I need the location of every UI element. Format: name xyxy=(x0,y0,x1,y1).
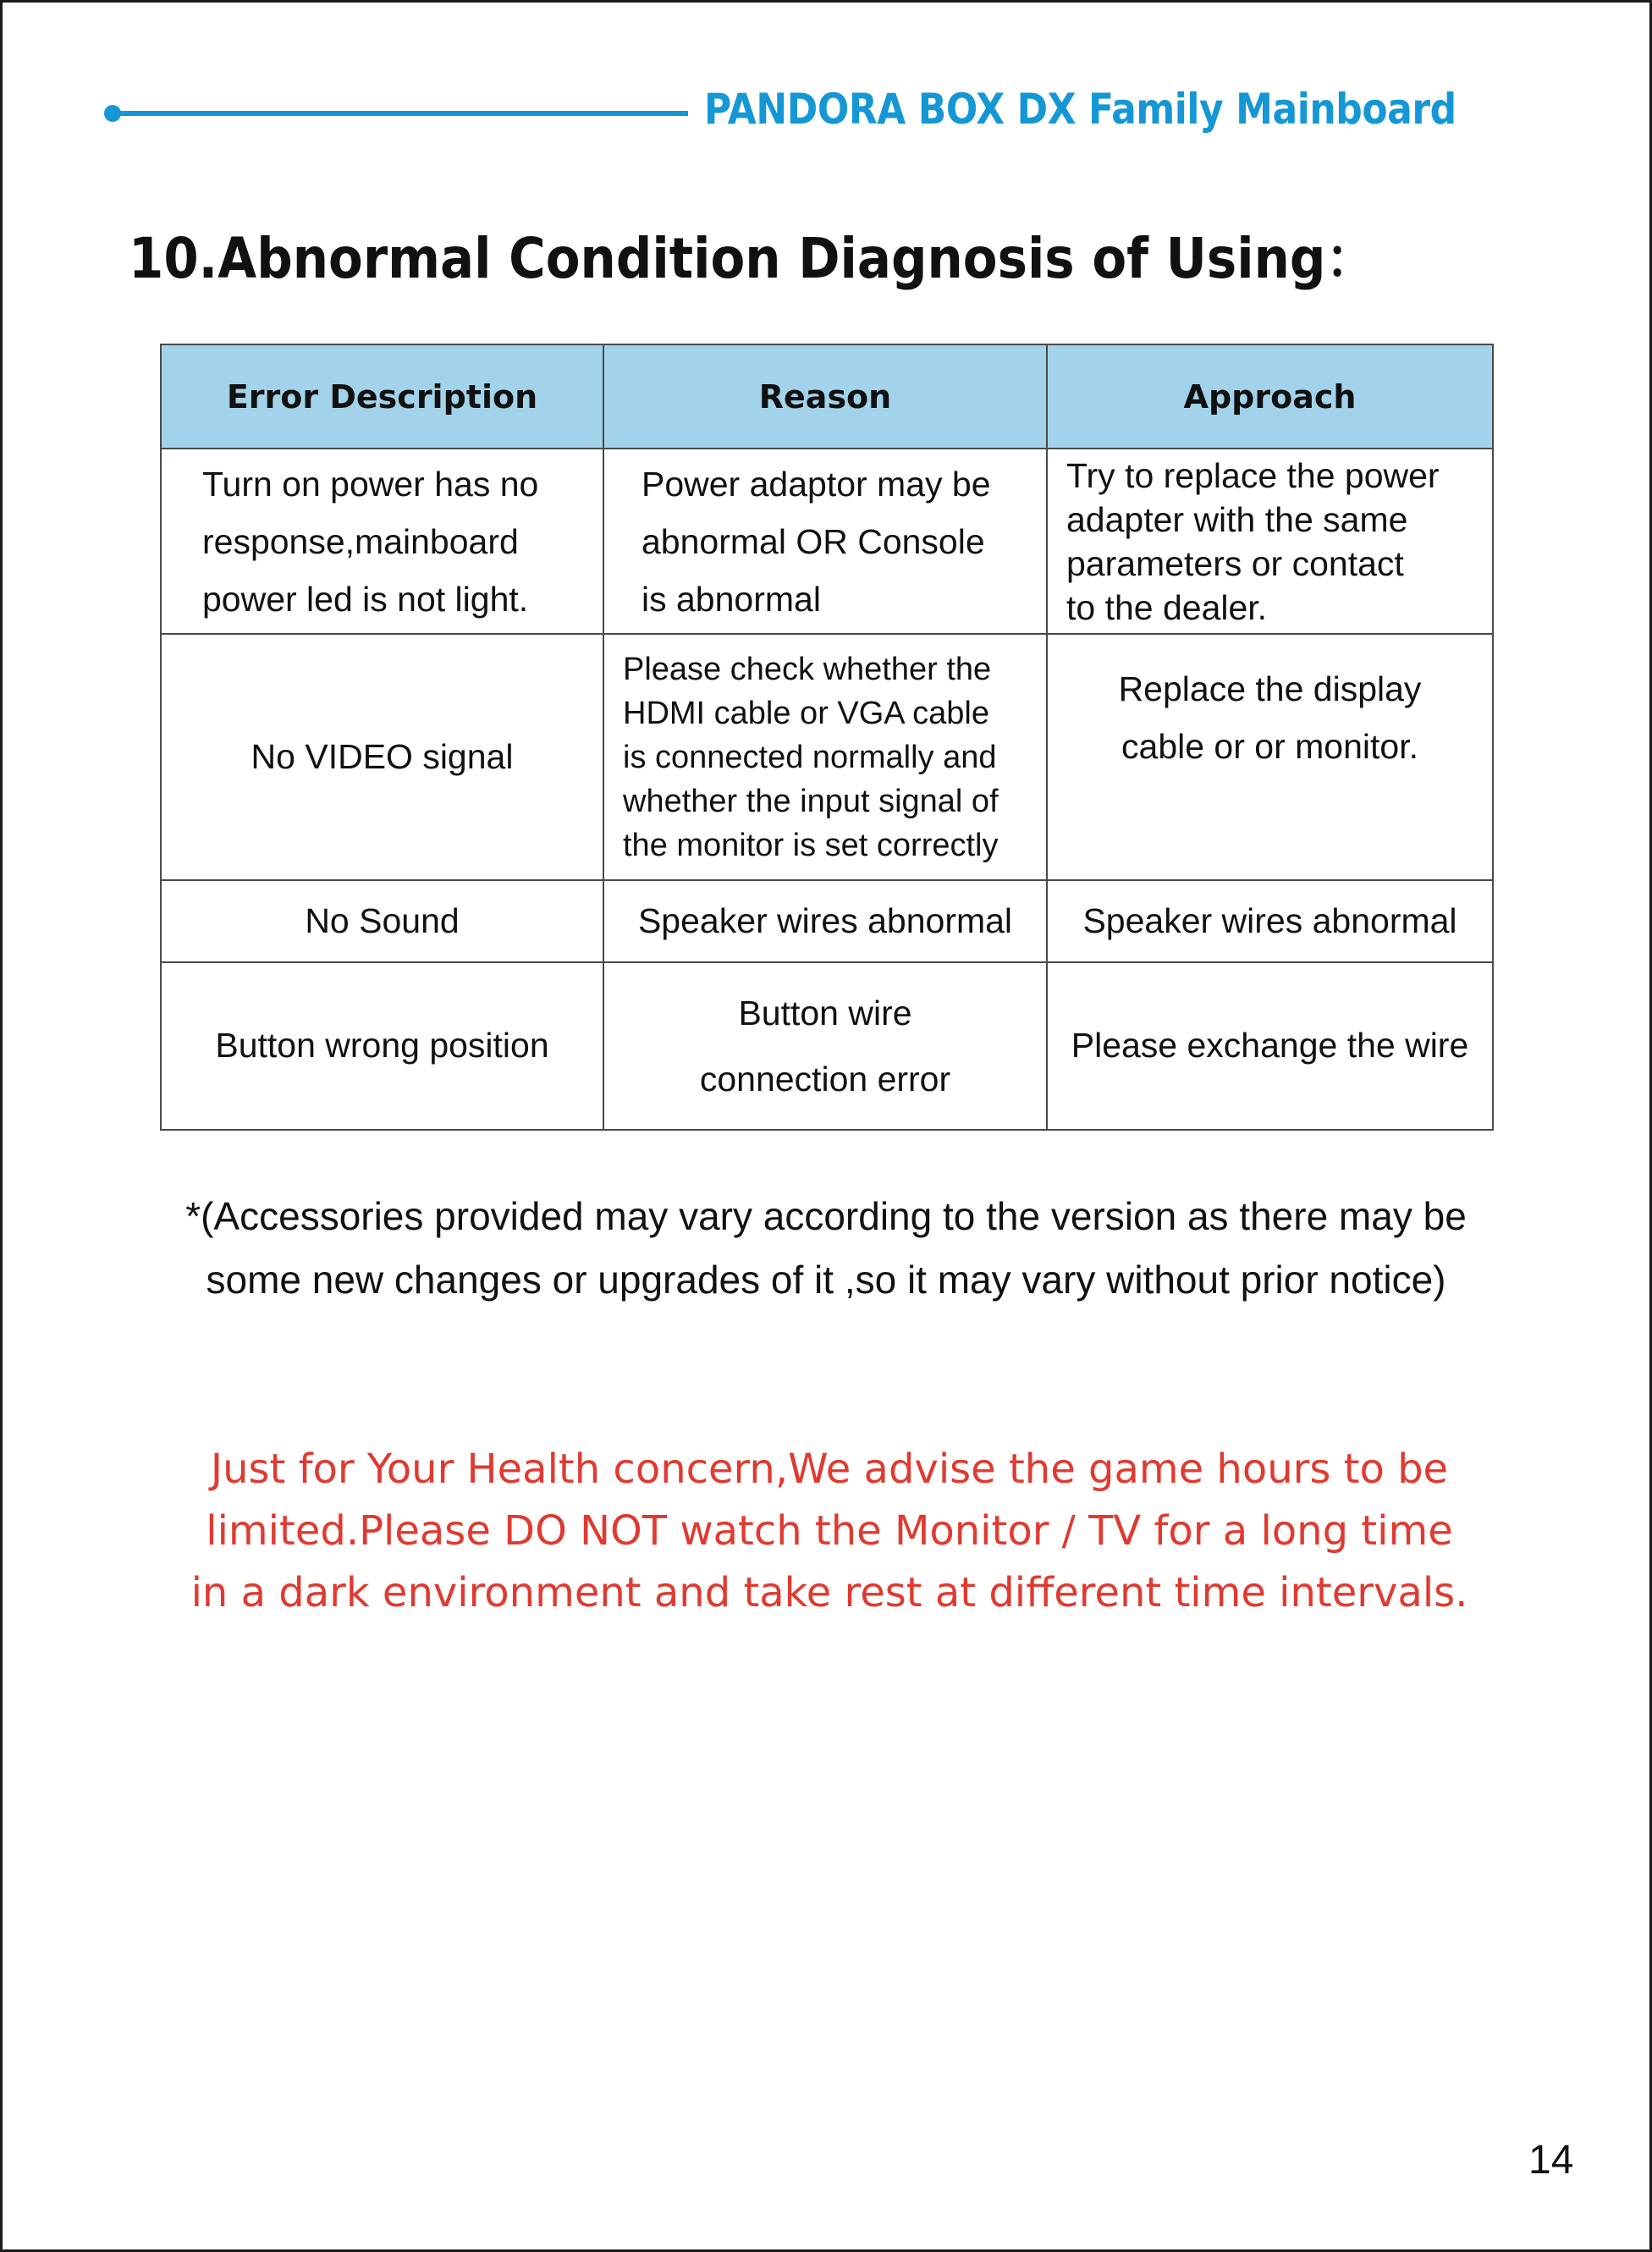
reason-cell xyxy=(603,962,1047,1130)
reason-cell xyxy=(603,449,1047,634)
health-line: in a dark environment and take rest at different time intervals. xyxy=(190,1569,1468,1616)
table-row xyxy=(161,962,1493,1130)
table-header-row xyxy=(161,344,1493,449)
cell-line: is connected normally and xyxy=(623,739,997,775)
cell-line: Button wire xyxy=(738,994,912,1032)
error-cell xyxy=(161,449,603,634)
cell-line: abnormal OR Console xyxy=(642,521,985,561)
diagnosis-table xyxy=(160,344,1494,1131)
cell-line: Replace the display xyxy=(1118,669,1422,708)
cell-line: No VIDEO signal xyxy=(251,736,514,776)
cell-line: Please check whether the xyxy=(623,651,992,687)
column-header-reason: Reason xyxy=(603,344,1047,449)
header-rule xyxy=(113,111,688,116)
cell-line: adapter with the same xyxy=(1066,499,1408,539)
note-line: *(Accessories provided may vary according to the version as there may be xyxy=(185,1194,1467,1238)
health-line: Just for Your Health concern,We advise the game hours to be xyxy=(210,1445,1449,1493)
approach-cell xyxy=(1047,634,1493,880)
note-line: some new changes or upgrades of it ,so it may vary without prior notice) xyxy=(206,1258,1446,1302)
brand-title: PANDORA BOX DX Family Mainboard xyxy=(704,85,1457,134)
cell-line: response,mainboard xyxy=(202,521,519,561)
health-line: limited.Please DO NOT watch the Monitor / TV for a long time xyxy=(206,1507,1453,1555)
cell-line: Turn on power has no xyxy=(202,464,539,504)
accessories-note xyxy=(127,1185,1525,1312)
cell-line: connection error xyxy=(699,1060,951,1098)
cell-line: HDMI cable or VGA cable xyxy=(623,695,989,731)
cell-line: to the dealer. xyxy=(1066,587,1268,627)
cell-line: Speaker wires abnormal xyxy=(637,900,1013,940)
cell-line: Please exchange the wire xyxy=(1071,1026,1469,1065)
table-row xyxy=(161,880,1493,962)
reason-cell xyxy=(603,634,1047,880)
cell-line: is abnormal xyxy=(642,579,821,619)
column-header-error: Error Description xyxy=(161,344,603,449)
column-header-approach: Approach xyxy=(1047,344,1493,449)
cell-line: Power adaptor may be xyxy=(642,464,991,504)
cell-line: cable or or monitor. xyxy=(1121,727,1418,766)
error-cell xyxy=(161,880,603,962)
page-number: 14 xyxy=(1528,2138,1574,2183)
cell-line: Button wrong position xyxy=(215,1026,549,1065)
health-notice xyxy=(169,1439,1490,1624)
reason-cell xyxy=(603,880,1047,962)
table-row xyxy=(161,634,1493,880)
approach-cell xyxy=(1047,880,1493,962)
cell-line: whether the input signal of xyxy=(623,783,999,819)
cell-line: Try to replace the power xyxy=(1066,455,1440,495)
cell-line: parameters or contact xyxy=(1066,543,1404,583)
approach-cell xyxy=(1047,449,1493,634)
cell-line: the monitor is set correctly xyxy=(623,827,999,863)
cell-line: power led is not light. xyxy=(202,579,529,619)
cell-line: No Sound xyxy=(305,900,460,940)
table-row xyxy=(161,449,1493,634)
error-cell xyxy=(161,962,603,1130)
cell-line: Speaker wires abnormal xyxy=(1082,900,1457,940)
section-title: 10.Abnormal Condition Diagnosis of Using： xyxy=(129,226,1376,291)
approach-cell xyxy=(1047,962,1493,1130)
error-cell xyxy=(161,634,603,880)
